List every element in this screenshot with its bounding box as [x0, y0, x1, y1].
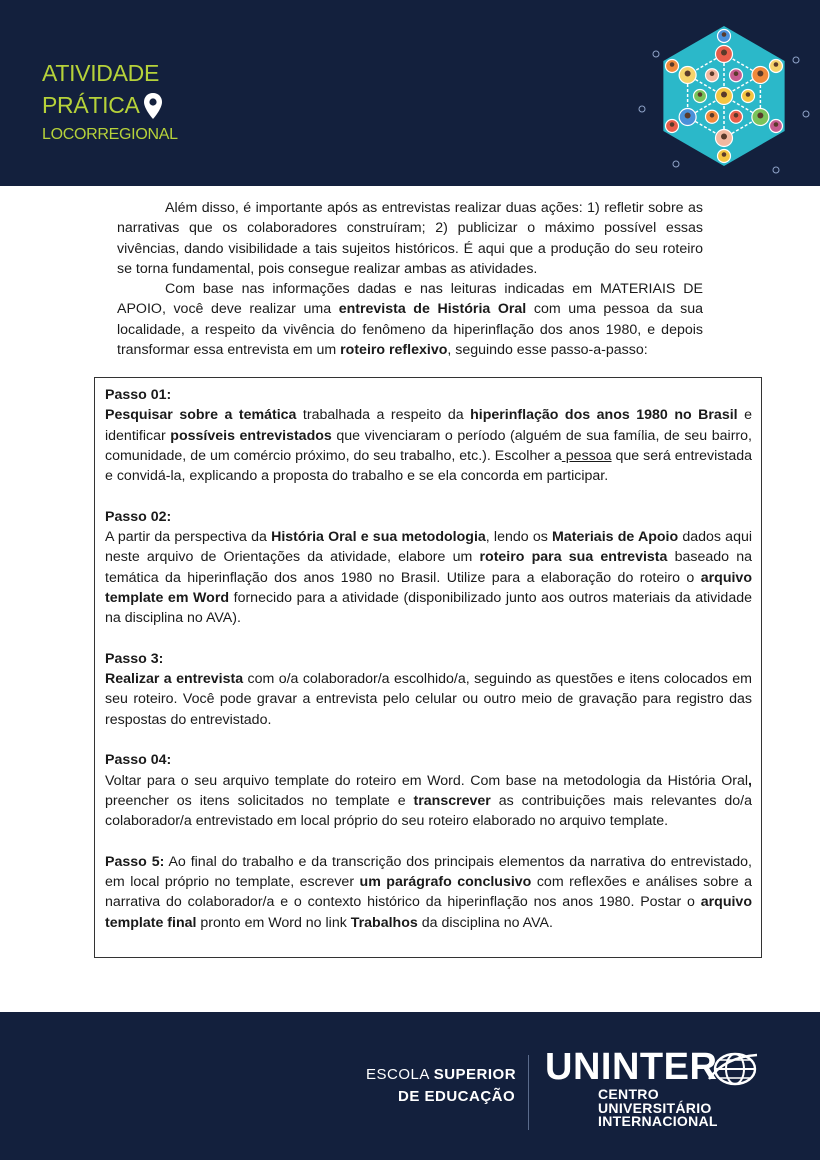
text-run: fornecido para a atividade (disponibilizado junto aos outros materiais da atividade na disciplina no AVA). — [105, 589, 752, 627]
location-pin-icon — [143, 92, 163, 120]
step-title: Passo 04: — [105, 752, 172, 769]
person-avatar-icon — [694, 90, 707, 103]
person-avatar-icon — [718, 30, 731, 43]
people-network-hexagon-art — [636, 14, 812, 180]
person-avatar-icon — [666, 120, 679, 133]
person-avatar-icon — [716, 130, 733, 147]
text-run: trabalhada a respeito da — [296, 407, 471, 424]
bold-text-run: roteiro para sua entrevista — [479, 549, 668, 566]
step-title: Passo 01: — [105, 387, 172, 403]
text-run: que vivenciaram o período (alguém de sua família, de seu bairro, comunidade, de um comércio próximo, do seu trabalho, etc.). Escolher a — [105, 427, 752, 464]
steps-box — [94, 377, 762, 958]
bold-text-run: arquivo template em Word — [105, 569, 752, 606]
logo-title-line3: LOCORREGIONAL — [42, 126, 178, 143]
step-block — [105, 750, 752, 831]
person-avatar-icon — [730, 110, 743, 123]
footer-divider — [528, 1055, 529, 1130]
person-avatar-icon — [752, 109, 769, 126]
person-avatar-icon — [716, 46, 733, 63]
step-block — [105, 852, 752, 933]
bold-text-run: um parágrafo conclusivo — [359, 874, 532, 891]
bold-text-run: Pesquisar sobre a temática — [105, 407, 297, 424]
underlined-text-run: pessoa — [561, 447, 612, 464]
person-avatar-icon — [679, 67, 696, 84]
decorative-dot — [653, 51, 659, 57]
bold-text-run: transcrever — [413, 792, 491, 809]
text-run: que será entrevistada e convidá-la, explicando a proposta do trabalho e se ela concorda em participar. — [105, 447, 752, 485]
text-run: Ao final do trabalho e da transcrição dos principais elementos da narrativa do entrevistado, em local próprio no template, escrever — [105, 853, 752, 891]
decorative-dot — [803, 111, 809, 117]
school-name-line2: DE EDUCAÇÃO — [398, 1088, 516, 1105]
text-run: , lendo os — [485, 529, 553, 546]
bold-text-run: hiperinflação dos anos 1980 no Brasil — [470, 407, 738, 424]
text-run: com o/a colaborador/a escolhido/a, seguindo as questões e itens colocados em seu roteiro. Você pode gravar a entrevista pelo celular ou outro meio de gravação para registro das respostas do entrevistado. — [105, 671, 752, 728]
person-avatar-icon — [718, 150, 731, 163]
step-block — [105, 507, 752, 629]
text-run: da disciplina no AVA. — [417, 914, 553, 931]
text-run: Com base nas informações dadas e nas leituras indicadas em MATERIAIS DE APOIO, você deve realizar uma — [117, 281, 703, 318]
uninter-globe-icon — [705, 1049, 759, 1089]
bold-text-run: Trabalhos — [350, 914, 418, 931]
bold-text-run: História Oral e sua metodologia — [271, 529, 486, 546]
step-block — [105, 649, 752, 730]
text-run: pronto em Word no link — [196, 914, 351, 931]
person-avatar-icon — [742, 90, 755, 103]
logo-title-line2: PRÁTICA — [42, 92, 140, 118]
header-banner — [0, 0, 820, 186]
step-title: Passo 5: — [105, 853, 165, 870]
decorative-dot — [773, 167, 779, 173]
bold-text-run: Realizar a entrevista — [105, 671, 244, 688]
person-avatar-icon — [769, 120, 782, 133]
text-run: e identificar — [105, 407, 752, 444]
text-run: as contribuições mais relevantes do/a colaborador/a entrevistado em local próprio do seu roteiro elaborado no arquivo template. — [105, 792, 752, 830]
person-avatar-icon — [679, 109, 696, 126]
intro-paragraph — [117, 198, 703, 279]
bold-text-run: , — [748, 772, 752, 789]
text-run: preencher os itens solicitados no template e — [105, 792, 414, 809]
decorative-dot — [793, 57, 799, 63]
text-run: com reflexões e análises sobre a narrativa do colaborador/a e o contexto histórico da hiperinflação nos anos 1980. Postar o — [105, 874, 752, 911]
bold-text-run: entrevista de História Oral — [338, 301, 527, 318]
person-avatar-icon — [730, 69, 743, 82]
step-title: Passo 02: — [105, 508, 172, 525]
text-run: dados aqui neste arquivo de Orientações da atividade, elabore um — [105, 529, 753, 566]
person-avatar-icon — [769, 60, 782, 73]
person-avatar-icon — [716, 88, 733, 105]
person-avatar-icon — [706, 110, 719, 123]
step-title: Passo 3: — [105, 650, 164, 667]
decorative-dot — [673, 161, 679, 167]
step-block — [105, 385, 752, 486]
text-run: com uma pessoa da sua localidade, a respeito da vivência do fenômeno da hiperinflação dos anos 1980, e depois transformar essa entrevista em um — [117, 301, 704, 359]
bold-text-run: Materiais de Apoio — [552, 529, 679, 546]
logo-title-line1: ATIVIDADE — [42, 60, 160, 86]
school-name-line1: ESCOLA SUPERIOR — [366, 1066, 517, 1083]
bold-text-run: possíveis entrevistados — [170, 427, 332, 444]
bold-text-run: roteiro reflexivo — [340, 342, 448, 359]
person-avatar-icon — [706, 69, 719, 82]
intro-text — [117, 198, 703, 360]
bold-text-run: arquivo template final — [105, 894, 752, 931]
intro-paragraph — [117, 279, 703, 360]
person-avatar-icon — [666, 60, 679, 73]
person-avatar-icon — [752, 67, 769, 84]
text-run: A partir da perspectiva da — [105, 529, 272, 546]
uninter-logo-text: UNINTER — [545, 1046, 718, 1088]
text-run: Voltar para o seu arquivo template do roteiro em Word. Com base na metodologia da História Oral — [105, 772, 749, 789]
text-run: Além disso, é importante após as entrevistas realizar duas ações: 1) refletir sobre as narrativas que os colaboradores construíram; 2) publicizar o máximo possível essas vivências, dando visibilidade a tais sujeitos históricos. É aqui que a produção do seu roteiro se torna fundamental, pois consegue realizar ambas as atividades. — [117, 200, 703, 277]
text-run: , seguindo esse passo-a-passo: — [447, 342, 648, 359]
text-run: baseado na temática da hiperinflação dos anos 1980 no Brasil. Utilize para a elaboração do roteiro o — [105, 549, 752, 586]
decorative-dot — [639, 106, 645, 112]
uninter-subtitle: CENTRO UNIVERSITÁRIO INTERNACIONAL — [598, 1086, 718, 1129]
